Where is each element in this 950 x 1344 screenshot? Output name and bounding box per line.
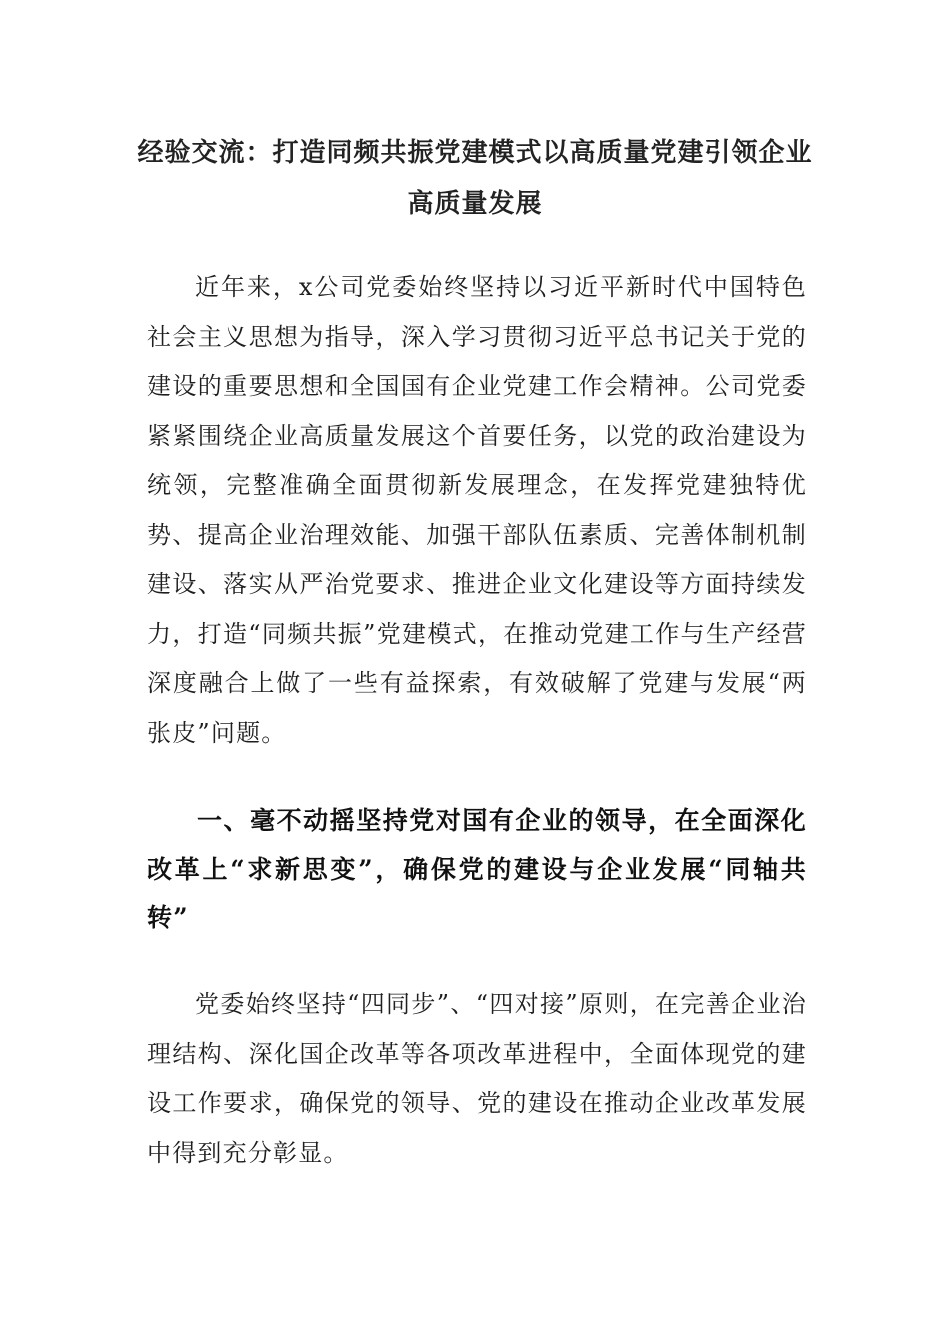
intro-paragraph: 近年来，x公司党委始终坚持以习近平新时代中国特色社会主义思想为指导，深入学习贯彻习近平总书记关于党的建设的重要思想和全国国有企业党建工作会精神。公司党委紧紧围绕企业高质量发展这个首要任务，以党的政治建设为统领，完整准确全面贯彻新发展理念，在发挥党建独特优势、提高企业治理效能、加强干部队伍素质、完善体制机制建设、落实从严治党要求、推进企业文化建设等方面持续发力，打造“同频共振”党建模式，在推动党建工作与生产经营深度融合上做了一些有益探索，有效破解了党建与发展“两张皮”问题。 bbox=[147, 273, 807, 747]
document-title: 经验交流：打造同频共振党建模式以高质量党建引领企业高质量发展 bbox=[137, 138, 813, 219]
section-1-heading: 一、毫不动摇坚持党对国有企业的领导，在全面深化改革上“求新思变”，确保党的建设与企业发展“同轴共转” bbox=[147, 806, 807, 932]
section-1-paragraph: 党委始终坚持“四同步”、“四对接”原则，在完善企业治理结构、深化国企改革等各项改革进程中，全面体现党的建设工作要求，确保党的领导、党的建设在推动企业改革发展中得到充分彰显。 bbox=[147, 990, 807, 1167]
